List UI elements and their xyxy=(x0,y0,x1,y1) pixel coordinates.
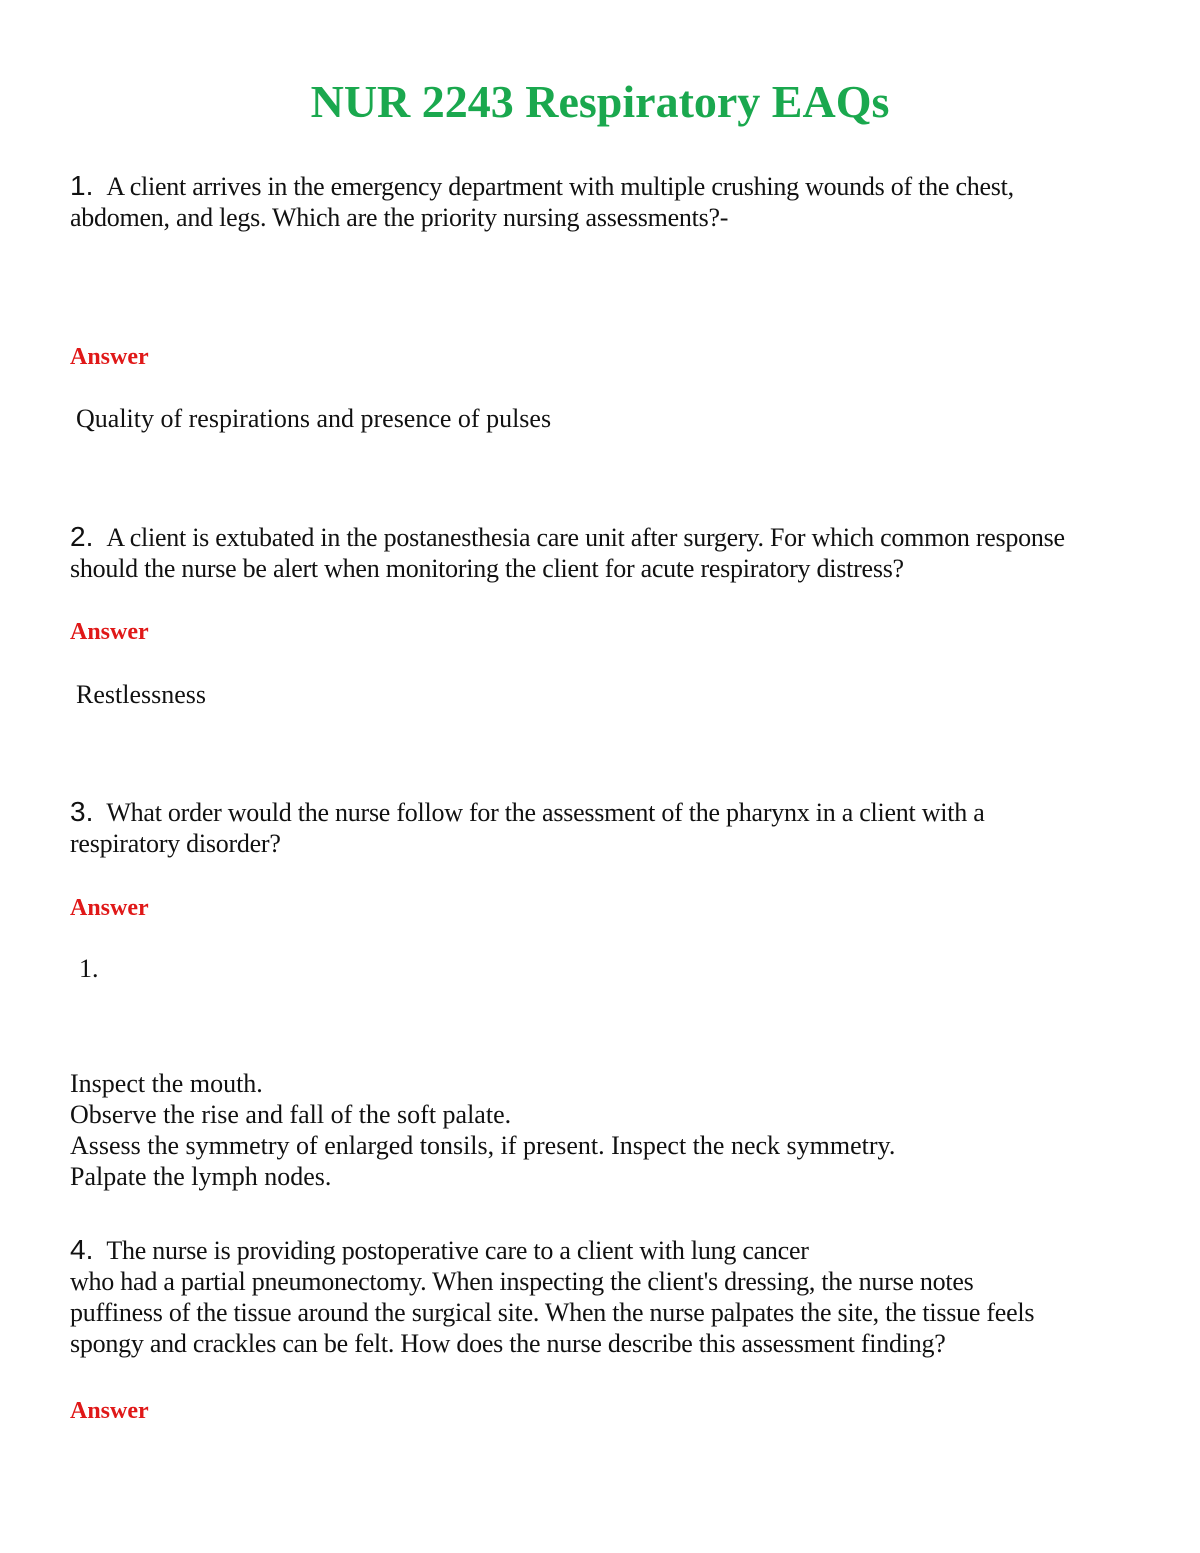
question-text-line: spongy and crackles can be felt. How does the nurse describe this assessment finding? xyxy=(70,1329,946,1358)
answer-text: Restlessness xyxy=(76,680,206,709)
question-4 xyxy=(70,1234,1034,1359)
question-text-line: A client arrives in the emergency department with multiple crushing wounds of the chest, xyxy=(106,172,1014,201)
question-number: 3. xyxy=(70,796,94,827)
question-text-line: abdomen, and legs. Which are the priority nursing assessments?- xyxy=(70,203,729,232)
answer-step: Palpate the lymph nodes. xyxy=(70,1162,332,1191)
question-text-line: What order would the nurse follow for the assessment of the pharynx in a client with a xyxy=(106,798,985,827)
answer-label: Answer xyxy=(70,619,149,645)
question-number: 1. xyxy=(70,170,94,201)
question-text-line: The nurse is providing postoperative care to a client with lung cancer xyxy=(106,1236,809,1265)
question-number: 4. xyxy=(70,1234,94,1265)
question-text-line: respiratory disorder? xyxy=(70,829,281,858)
answer-step: Observe the rise and fall of the soft palate. xyxy=(70,1100,512,1129)
question-3 xyxy=(70,796,985,859)
question-1 xyxy=(70,170,1014,233)
question-text-line: puffiness of the tissue around the surgical site. When the nurse palpates the site, the tissue feels xyxy=(70,1298,1035,1327)
answer-step: Assess the symmetry of enlarged tonsils, if present. Inspect the neck symmetry. xyxy=(70,1131,896,1160)
answer-steps xyxy=(70,1068,895,1192)
question-number: 2. xyxy=(70,521,94,552)
question-text-line: A client is extubated in the postanesthesia care unit after surgery. For which common response xyxy=(106,523,1065,552)
question-text-line: should the nurse be alert when monitoring the client for acute respiratory distress? xyxy=(70,554,904,583)
answer-label: Answer xyxy=(70,1398,149,1424)
question-text-line: who had a partial pneumonectomy. When inspecting the client's dressing, the nurse notes xyxy=(70,1267,974,1296)
answer-step: Inspect the mouth. xyxy=(70,1069,263,1098)
page-title: NUR 2243 Respiratory EAQs xyxy=(310,76,890,127)
question-2 xyxy=(70,521,1065,584)
answer-list-number: 1. xyxy=(79,954,99,983)
answer-label: Answer xyxy=(70,344,149,370)
answer-label: Answer xyxy=(70,895,149,921)
answer-text: Quality of respirations and presence of pulses xyxy=(76,404,552,433)
